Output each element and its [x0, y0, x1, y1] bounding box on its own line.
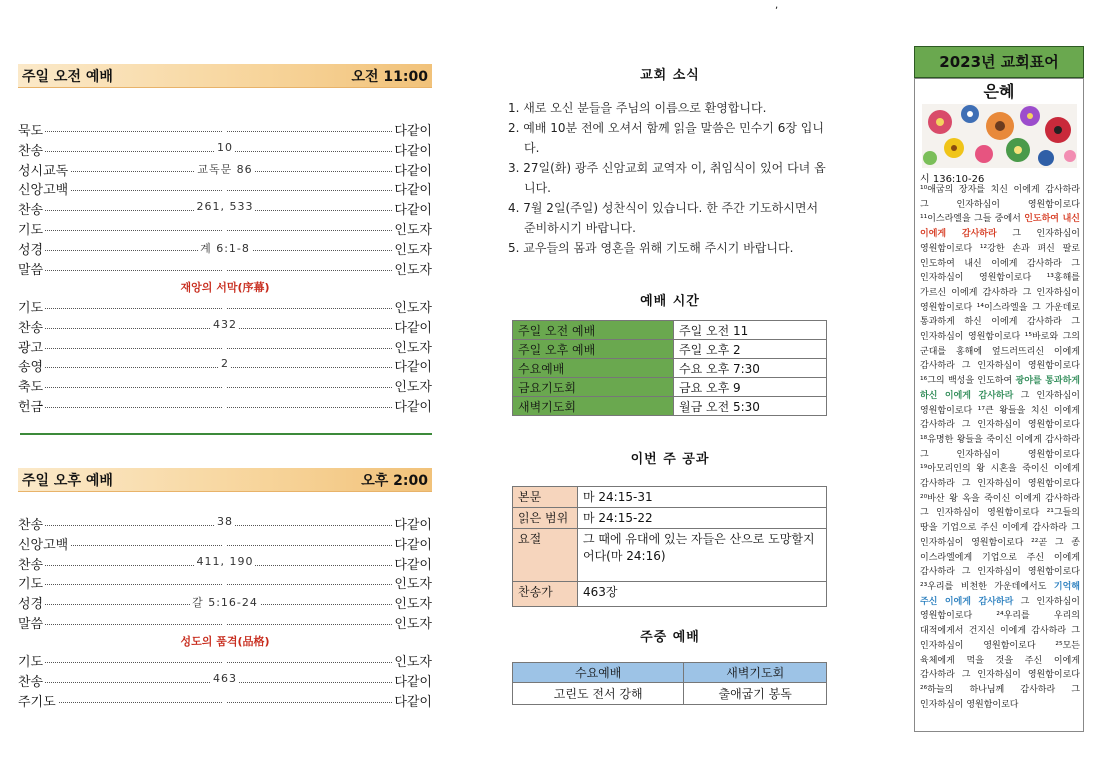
- order-detail-wrap: [18, 338, 432, 351]
- order-detail-wrap: [18, 672, 432, 685]
- order-row: [18, 219, 432, 237]
- order-role: 다같이: [392, 514, 432, 533]
- order-detail: [223, 260, 227, 273]
- order-role: 다같이: [392, 317, 432, 336]
- lesson-value: 마 24:15-31: [578, 487, 827, 508]
- order-label: 기도: [18, 573, 45, 592]
- lesson-row: [513, 487, 827, 508]
- weekday-table: [512, 662, 827, 705]
- order-row: [18, 199, 432, 217]
- order-detail-wrap: [18, 200, 432, 213]
- order-label: 성경: [18, 239, 45, 258]
- order-role: 인도자: [392, 219, 432, 238]
- order-role: 다같이: [392, 671, 432, 690]
- weekday-value-dawn: 출애굽기 봉독: [684, 683, 827, 705]
- news-item: 2. 예배 10분 전에 오셔서 함께 읽을 말씀은 민수기 6장 입니다.: [508, 121, 824, 155]
- order-detail-wrap: [18, 535, 432, 548]
- order-row: [18, 317, 432, 335]
- order-detail: [223, 220, 227, 233]
- order-row: [18, 396, 432, 414]
- order-detail-wrap: [18, 240, 432, 256]
- order-detail: 463: [213, 671, 237, 685]
- morning-header: [18, 64, 432, 88]
- sermon-title: 성도의 품격(品格): [180, 635, 270, 648]
- order-role: 인도자: [392, 593, 432, 612]
- order-row: [18, 593, 432, 611]
- verse-part-2: 그 인자하심이 영원함이로다 ¹²강한 손과 펴신 팔로 인도하여 내신 이에게 감사하라 그 인자하심이 영원함이로다 ¹³홍해를 가르신 이에게 감사하라 그 인자하심이 영원함이로다 ¹⁴이스라엘을 그 가운데로 통과하게 하신 이에게 감사하라 그 인자하심이 영원함이로다 ¹⁵바로와 그의 군대를 홍해에 엎드러뜨리신 이에게 감사하라 그 인자하심이 영원함이로다 ¹⁶그의 백성을 인도하여: [920, 229, 1080, 387]
- order-row: [18, 297, 432, 315]
- order-row: [18, 534, 432, 552]
- order-detail-wrap: [18, 594, 432, 610]
- order-label: 헌금: [18, 396, 45, 415]
- news-title: 교회 소식: [640, 68, 700, 83]
- lesson-row: [513, 529, 827, 582]
- flowers-illustration: [922, 104, 1077, 168]
- schedule-row: [513, 359, 827, 378]
- order-label: 송영: [18, 356, 45, 375]
- lesson-value: 463장: [578, 582, 827, 607]
- order-role: 다같이: [392, 396, 432, 415]
- news-item: 5. 교우들의 몸과 영혼을 위해 기도해 주시기 바랍니다.: [508, 241, 794, 255]
- schedule-time: 주일 오후 2: [674, 340, 827, 359]
- order-detail-wrap: [18, 260, 432, 273]
- order-row: [18, 239, 432, 257]
- order-label: 기도: [18, 219, 45, 238]
- order-row: [18, 691, 432, 709]
- order-label: 광고: [18, 337, 45, 356]
- order-label: 찬송: [18, 514, 45, 533]
- lesson-row: [513, 508, 827, 529]
- order-detail-wrap: [18, 121, 432, 134]
- verse-highlight-green: 광야를 통과하게 하신 이에게 감사하라: [920, 376, 1080, 401]
- lesson-key: 본문: [513, 487, 578, 508]
- order-label: 묵도: [18, 120, 45, 139]
- news-list: [508, 98, 828, 258]
- order-detail-wrap: [18, 614, 432, 627]
- order-detail-wrap: [18, 555, 432, 568]
- order-detail: [223, 692, 227, 705]
- lesson-key: 읽은 범위: [513, 508, 578, 529]
- order-detail-wrap: [18, 298, 432, 311]
- order-role: 인도자: [392, 573, 432, 592]
- order-detail: [223, 180, 227, 193]
- weekday-header-dawn: 새벽기도회: [684, 663, 827, 683]
- order-detail: 432: [213, 317, 237, 331]
- order-detail: [223, 397, 227, 410]
- order-role: 인도자: [392, 297, 432, 316]
- order-role: 인도자: [392, 376, 432, 395]
- order-row: [18, 259, 432, 277]
- order-detail-wrap: [18, 574, 432, 587]
- order-label: 찬송: [18, 199, 45, 218]
- schedule-table: [512, 320, 827, 416]
- schedule-time: 주일 오전 11: [674, 321, 827, 340]
- order-detail: [223, 121, 227, 134]
- order-detail-wrap: [18, 318, 432, 331]
- afternoon-header: [18, 468, 432, 492]
- order-role: 다같이: [392, 199, 432, 218]
- news-item: 1. 새로 오신 분들을 주님의 이름으로 환영합니다.: [508, 101, 767, 115]
- order-detail: [223, 535, 227, 548]
- verse-reference: 시 136:10-26: [920, 174, 985, 185]
- order-role: 다같이: [392, 554, 432, 573]
- schedule-title: 예배 시간: [640, 294, 700, 309]
- sermon-title: 재앙의 서막(序幕): [180, 281, 270, 294]
- weekday-header-wednesday: 수요예배: [513, 663, 684, 683]
- order-detail-wrap: [18, 220, 432, 233]
- order-detail: 갈 5:16-24: [192, 596, 258, 610]
- order-detail-wrap: [18, 652, 432, 665]
- schedule-name: 수요예배: [513, 359, 674, 378]
- order-role: 인도자: [392, 337, 432, 356]
- order-row: [18, 573, 432, 591]
- afternoon-time: 오후 2:00: [361, 472, 428, 489]
- order-detail-wrap: [18, 515, 432, 528]
- order-detail-wrap: [18, 357, 432, 370]
- order-row: [18, 554, 432, 572]
- order-label: 말씀: [18, 613, 45, 632]
- order-detail-wrap: [18, 397, 432, 410]
- order-label: 기도: [18, 297, 45, 316]
- motto-word: 은혜: [983, 82, 1015, 101]
- verse-part-1: ¹⁰애굽의 장자를 치신 이에게 감사하라 그 인자하심이 영원함이로다 ¹¹이스라엘을 그들 중에서: [920, 185, 1080, 225]
- verse-highlight-red: 인도하여 내신 이에게 감사하라: [920, 214, 1080, 240]
- motto-header: 2023년 교회표어: [914, 46, 1084, 78]
- order-detail-wrap: [18, 141, 432, 154]
- order-detail: 10: [217, 140, 233, 154]
- verse-text: [920, 183, 1080, 712]
- lesson-value: 마 24:15-22: [578, 508, 827, 529]
- order-label: 성시교독: [18, 160, 70, 179]
- page-mark: ,: [775, 0, 779, 11]
- order-label: 축도: [18, 376, 45, 395]
- morning-title: 주일 오전 예배: [22, 68, 113, 85]
- weekday-title: 주중 예배: [640, 630, 700, 645]
- order-detail: 38: [217, 515, 233, 528]
- order-detail: [223, 338, 227, 351]
- order-row: [18, 671, 432, 689]
- verse-part-3: 그 인자하심이 영원함이로다 ¹⁷큰 왕들을 치신 이에게 감사하라 그 인자하심이 영원함이로다 ¹⁸유명한 왕들을 죽이신 이에게 감사하라 그 인자하심이 영원함이로다 ¹⁹아모리인의 왕 시혼을 죽이신 이에게 감사하라 그 인자하심이 영원함이로다 ²⁰바산 왕 옥을 죽이신 이에게 감사하라 그 인자하심이 영원함이로다 ²¹그들의 땅을 기업으로 주신 이에게 감사하라 그 인자하심이 영원함이로다 ²²곧 그 종 이스라엘에게 기업으로 주신 이에게 감사하라 그 인자하심이 영원함이로다 ²³우리를 비천한 가운데에서도: [920, 390, 1080, 592]
- order-label: 찬송: [18, 671, 45, 690]
- news-item: 3. 27일(화) 광주 신암교회 교역자 이, 취임식이 있어 다녀 옵니다.: [508, 161, 826, 195]
- order-role: 인도자: [392, 239, 432, 258]
- lesson-key: 찬송가: [513, 582, 578, 607]
- order-detail: 교독문 86: [197, 162, 253, 176]
- order-label: 말씀: [18, 259, 45, 278]
- order-row: [18, 376, 432, 394]
- lesson-row: [513, 582, 827, 607]
- lesson-table: [512, 486, 827, 607]
- lesson-key: 요절: [513, 529, 578, 582]
- order-label: 찬송: [18, 140, 45, 159]
- order-detail: [223, 377, 227, 390]
- schedule-row: [513, 321, 827, 340]
- schedule-name: 금요기도회: [513, 378, 674, 397]
- order-role: 다같이: [392, 534, 432, 553]
- order-label: 기도: [18, 651, 45, 670]
- order-role: 다같이: [392, 160, 432, 179]
- order-detail: 2: [221, 357, 229, 371]
- schedule-name: 주일 오후 예배: [513, 340, 674, 359]
- order-row: [18, 179, 432, 197]
- order-row: [18, 120, 432, 138]
- order-role: 다같이: [392, 691, 432, 710]
- schedule-row: [513, 340, 827, 359]
- lesson-value: 그 때에 유대에 있는 자들은 산으로 도망할지어다(마 24:16): [578, 529, 827, 582]
- schedule-time: 월금 오전 5:30: [674, 397, 827, 416]
- order-row: [18, 651, 432, 669]
- order-label: 신앙고백: [18, 534, 70, 553]
- order-detail: 261, 533: [196, 200, 254, 214]
- order-label: 주기도: [18, 691, 58, 710]
- lesson-title: 이번 주 공과: [630, 452, 710, 467]
- order-label: 성경: [18, 593, 45, 612]
- schedule-name: 주일 오전 예배: [513, 321, 674, 340]
- order-detail: [223, 298, 227, 311]
- order-detail-wrap: [18, 161, 432, 177]
- order-detail-wrap: [18, 180, 432, 193]
- order-detail: 계 6:1-8: [200, 241, 250, 255]
- schedule-name: 새벽기도회: [513, 397, 674, 416]
- order-label: 신앙고백: [18, 179, 70, 198]
- morning-time: 오전 11:00: [351, 68, 428, 85]
- verse-part-4: 그 인자하심이 영원함이로다 ²⁴우리를 우리의 대적에게서 건지신 이에게 감사하라 그 인자하심이 영원함이로다 ²⁵모든 육체에게 먹을 것을 주신 이에게 감사하라 그 인자하심이 영원함이로다 ²⁶하늘의 하나님께 감사하라 그 인자하심이 영원함이로다: [920, 596, 1080, 710]
- order-detail: [223, 614, 227, 627]
- order-role: 다같이: [392, 120, 432, 139]
- order-detail: [223, 652, 227, 665]
- order-row: [18, 514, 432, 532]
- order-role: 다같이: [392, 179, 432, 198]
- schedule-time: 수요 오후 7:30: [674, 359, 827, 378]
- order-row: [18, 356, 432, 374]
- order-detail: 411, 190: [196, 554, 254, 568]
- news-item: 4. 7월 2일(주일) 성찬식이 있습니다. 한 주간 기도하시면서 준비하시기 바랍니다.: [508, 201, 819, 235]
- order-row: [18, 140, 432, 158]
- afternoon-title: 주일 오후 예배: [22, 472, 113, 489]
- order-role: 인도자: [392, 259, 432, 278]
- order-detail-wrap: [18, 377, 432, 390]
- order-row: [18, 160, 432, 178]
- schedule-row: [513, 397, 827, 416]
- order-detail: [223, 574, 227, 587]
- order-row: [18, 337, 432, 355]
- verse-highlight-blue: 기억해 주신 이에게 감사하라: [920, 581, 1080, 607]
- schedule-row: [513, 378, 827, 397]
- weekday-value-wednesday: 고린도 전서 강해: [513, 683, 684, 705]
- order-role: 인도자: [392, 651, 432, 670]
- order-label: 찬송: [18, 554, 45, 573]
- order-role: 다같이: [392, 140, 432, 159]
- order-row: [18, 613, 432, 631]
- schedule-time: 금요 오후 9: [674, 378, 827, 397]
- order-role: 다같이: [392, 356, 432, 375]
- order-label: 찬송: [18, 317, 45, 336]
- section-divider: [20, 433, 432, 435]
- order-role: 인도자: [392, 613, 432, 632]
- order-detail-wrap: [18, 692, 432, 705]
